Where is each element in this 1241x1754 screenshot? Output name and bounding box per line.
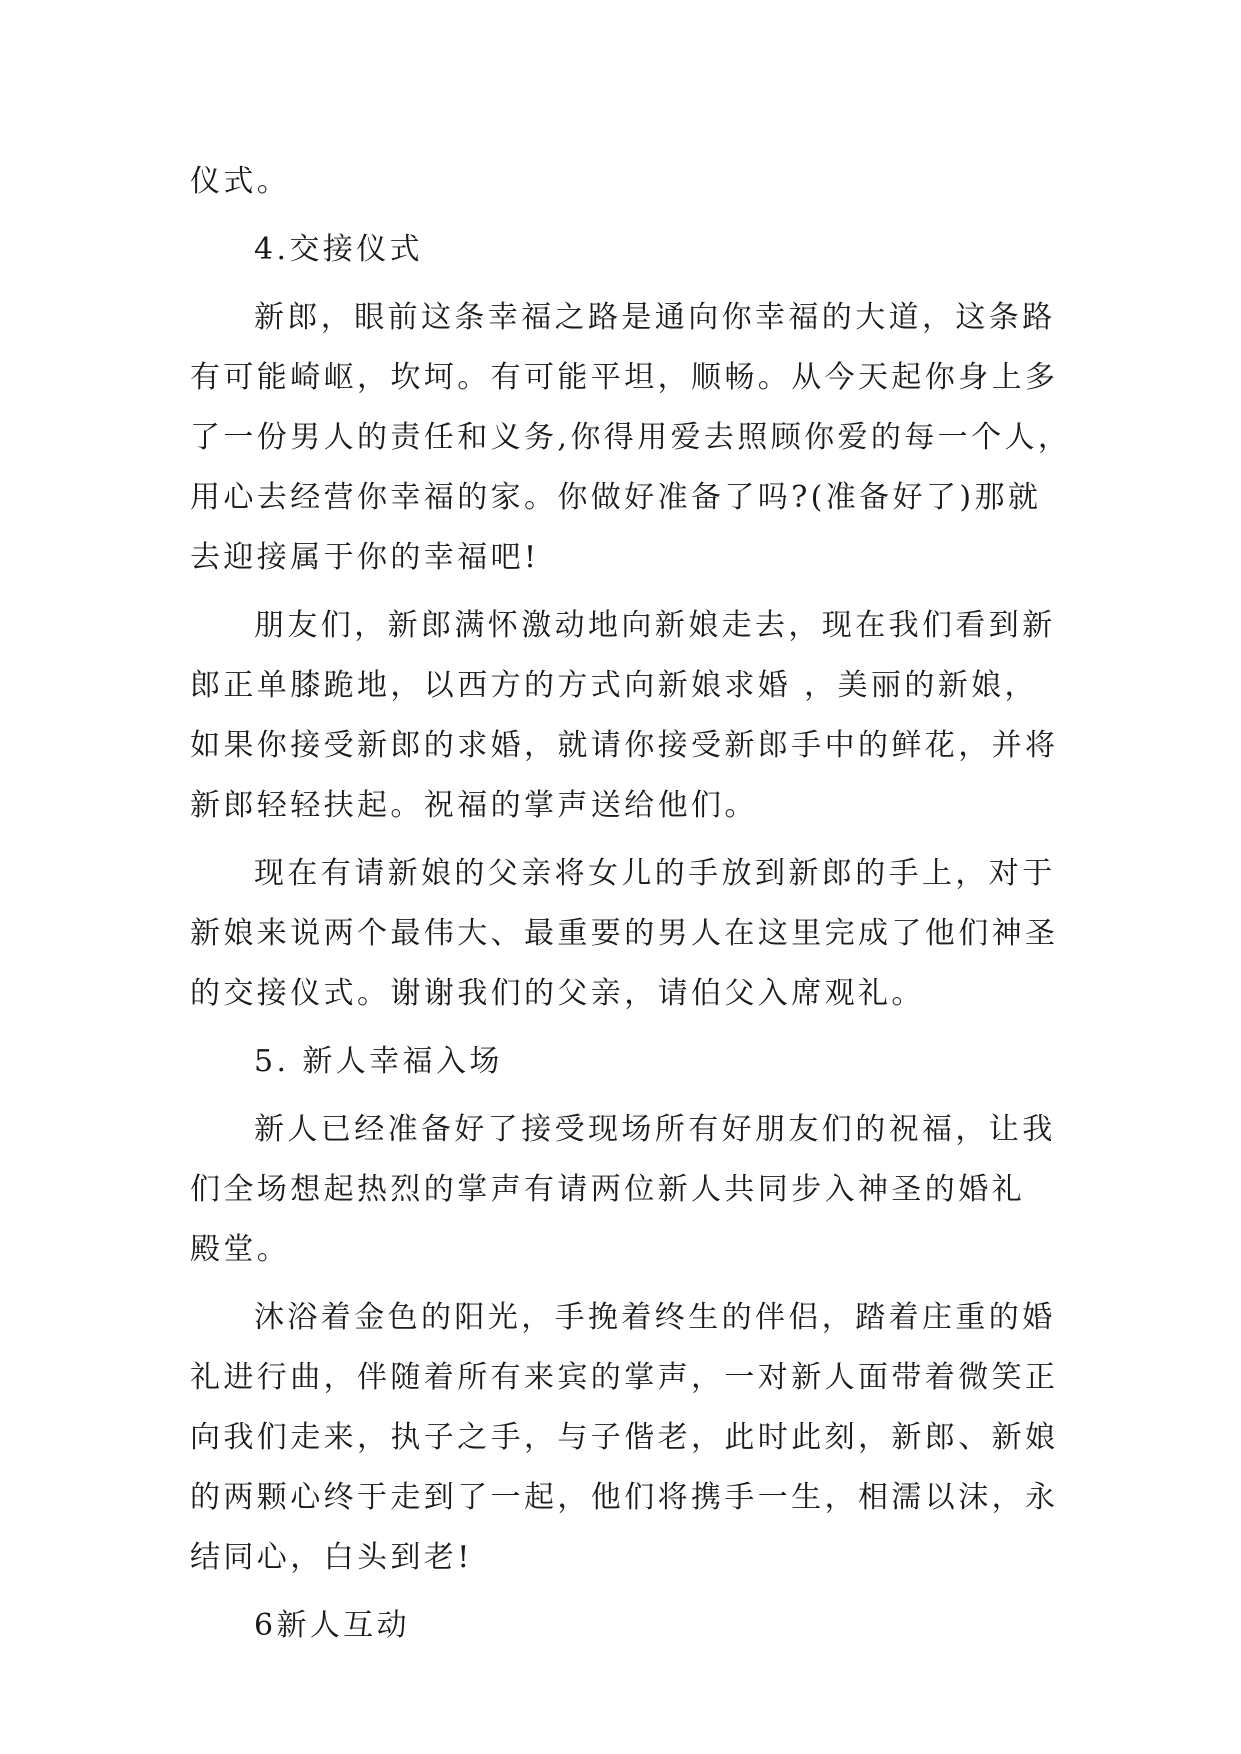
text-line: 沐浴着金色的阳光，手挽着终生的伴侣，踏着庄重的婚 bbox=[254, 1300, 1056, 1335]
text-line: 朋友们，新郎满怀激动地向新娘走去，现在我们看到新 bbox=[254, 608, 1056, 643]
paragraph bbox=[190, 152, 1050, 212]
heading-text: 4.交接仪式 bbox=[254, 232, 424, 267]
text-line: 的两颗心终于走到了一起，他们将携手一生，相濡以沫，永 bbox=[190, 1480, 1059, 1515]
paragraph bbox=[190, 1288, 1059, 1588]
text-line: 新郎，眼前这条幸福之路是通向你幸福的大道，这条路 bbox=[254, 300, 1056, 335]
text-line: 去迎接属于你的幸福吧! bbox=[190, 540, 540, 575]
paragraph bbox=[190, 288, 1072, 588]
text-line: 向我们走来，执子之手，与子偕老，此时此刻，新郎、新娘 bbox=[190, 1420, 1059, 1455]
paragraph bbox=[190, 844, 1059, 1024]
heading-text: 6新人互动 bbox=[254, 1608, 411, 1643]
paragraph bbox=[190, 1100, 1056, 1280]
text-line: 殿堂。 bbox=[190, 1232, 291, 1267]
section-heading bbox=[190, 1596, 1050, 1656]
text-line: 郎正单膝跪地，以西方的方式向新娘求婚 ，美丽的新娘， bbox=[190, 668, 1038, 703]
document-body bbox=[190, 152, 1072, 1656]
section-heading bbox=[190, 220, 1050, 280]
paragraph bbox=[190, 596, 1059, 836]
section-heading bbox=[190, 1032, 1050, 1092]
text-line: 如果你接受新郎的求婚，就请你接受新郎手中的鲜花，并将 bbox=[190, 728, 1059, 763]
heading-text: 5. 新人幸福入场 bbox=[254, 1044, 503, 1079]
text-line: 新郎轻轻扶起。祝福的掌声送给他们。 bbox=[190, 788, 758, 823]
text-line: 新娘来说两个最伟大、最重要的男人在这里完成了他们神圣 bbox=[190, 916, 1059, 951]
text-line: 们全场想起热烈的掌声有请两位新人共同步入神圣的婚礼 bbox=[190, 1172, 1025, 1207]
text-line: 了一份男人的责任和义务,你得用爱去照顾你爱的每一个人， bbox=[190, 420, 1072, 455]
text-line: 仪式。 bbox=[190, 164, 291, 199]
text-line: 礼进行曲，伴随着所有来宾的掌声，一对新人面带着微笑正 bbox=[190, 1360, 1059, 1395]
text-line: 现在有请新娘的父亲将女儿的手放到新郎的手上，对于 bbox=[254, 856, 1056, 891]
text-line: 的交接仪式。谢谢我们的父亲，请伯父入席观礼。 bbox=[190, 976, 925, 1011]
text-line: 有可能崎岖，坎坷。有可能平坦，顺畅。从今天起你身上多 bbox=[190, 360, 1059, 395]
text-line: 新人已经准备好了接受现场所有好朋友们的祝福，让我 bbox=[254, 1112, 1056, 1147]
text-line: 用心去经营你幸福的家。你做好准备了吗?(准备好了)那就 bbox=[190, 480, 1042, 515]
text-line: 结同心，白头到老! bbox=[190, 1540, 473, 1575]
